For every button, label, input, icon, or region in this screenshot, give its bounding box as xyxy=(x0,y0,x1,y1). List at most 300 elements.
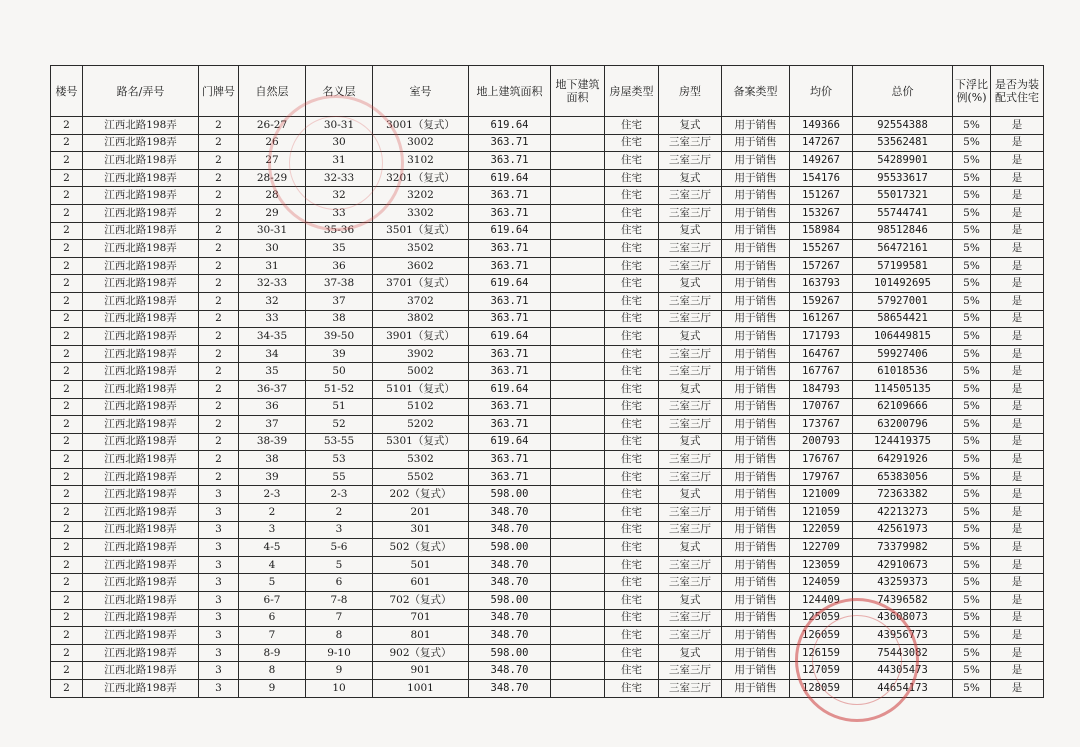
table-cell: 7 xyxy=(306,609,373,627)
table-cell: 171793 xyxy=(790,328,853,346)
table-cell: 三室三厅 xyxy=(659,398,722,416)
table-cell: 619.64 xyxy=(469,117,551,135)
table-cell: 江西北路198弄 xyxy=(83,521,199,539)
table-cell: 用于销售 xyxy=(722,292,790,310)
table-cell: 26 xyxy=(239,134,306,152)
table-cell: 住宅 xyxy=(605,380,659,398)
table-cell: 用于销售 xyxy=(722,521,790,539)
table-cell: 3902 xyxy=(373,345,469,363)
table-cell: 53-55 xyxy=(306,433,373,451)
table-cell: 2 xyxy=(51,275,83,293)
table-cell: 28-29 xyxy=(239,169,306,187)
table-cell: 55 xyxy=(306,468,373,486)
table-cell: 住宅 xyxy=(605,328,659,346)
table-cell: 是 xyxy=(991,275,1044,293)
table-cell: 5502 xyxy=(373,468,469,486)
table-cell: 三室三厅 xyxy=(659,609,722,627)
table-cell: 住宅 xyxy=(605,345,659,363)
table-cell: 151267 xyxy=(790,187,853,205)
table-row xyxy=(51,117,1044,135)
table-body xyxy=(51,117,1044,698)
table-cell: 32 xyxy=(239,292,306,310)
table-cell: 106449815 xyxy=(853,328,953,346)
table-cell: 5% xyxy=(953,152,991,170)
table-row xyxy=(51,134,1044,152)
table-cell: 5% xyxy=(953,257,991,275)
table-cell: 50 xyxy=(306,363,373,381)
table-cell: 61018536 xyxy=(853,363,953,381)
table-cell: 2 xyxy=(51,662,83,680)
table-cell: 158984 xyxy=(790,222,853,240)
table-cell: 598.00 xyxy=(469,486,551,504)
table-cell: 住宅 xyxy=(605,451,659,469)
table-cell xyxy=(551,117,605,135)
table-row xyxy=(51,222,1044,240)
table-cell xyxy=(551,275,605,293)
table-cell: 161267 xyxy=(790,310,853,328)
table-cell: 74396582 xyxy=(853,592,953,610)
table-row xyxy=(51,328,1044,346)
table-cell: 149267 xyxy=(790,152,853,170)
table-cell: 是 xyxy=(991,486,1044,504)
table-cell: 2 xyxy=(199,433,239,451)
table-cell: 55017321 xyxy=(853,187,953,205)
table-cell: 702（复式） xyxy=(373,592,469,610)
table-row xyxy=(51,556,1044,574)
table-cell: 121059 xyxy=(790,504,853,522)
table-row xyxy=(51,521,1044,539)
table-row xyxy=(51,468,1044,486)
table-cell: 30-31 xyxy=(239,222,306,240)
price-list-table xyxy=(50,65,1044,698)
table-cell: 2 xyxy=(51,240,83,258)
column-header: 楼号 xyxy=(51,66,83,117)
table-cell: 154176 xyxy=(790,169,853,187)
table-cell: 5% xyxy=(953,521,991,539)
table-cell: 147267 xyxy=(790,134,853,152)
table-cell: 3 xyxy=(199,556,239,574)
table-cell: 复式 xyxy=(659,275,722,293)
table-cell: 51 xyxy=(306,398,373,416)
table-cell: 53562481 xyxy=(853,134,953,152)
table-cell: 住宅 xyxy=(605,556,659,574)
table-cell: 57199581 xyxy=(853,257,953,275)
table-cell: 3 xyxy=(199,539,239,557)
table-cell: 用于销售 xyxy=(722,310,790,328)
table-cell: 住宅 xyxy=(605,592,659,610)
table-cell: 是 xyxy=(991,644,1044,662)
table-cell: 三室三厅 xyxy=(659,627,722,645)
table-cell: 用于销售 xyxy=(722,204,790,222)
table-cell: 住宅 xyxy=(605,310,659,328)
table-cell: 三室三厅 xyxy=(659,680,722,698)
table-cell: 5% xyxy=(953,680,991,698)
table-cell: 三室三厅 xyxy=(659,574,722,592)
table-cell: 31 xyxy=(306,152,373,170)
table-cell: 住宅 xyxy=(605,521,659,539)
table-cell: 复式 xyxy=(659,169,722,187)
table-cell: 502（复式） xyxy=(373,539,469,557)
table-cell: 是 xyxy=(991,609,1044,627)
table-cell xyxy=(551,539,605,557)
table-cell: 三室三厅 xyxy=(659,240,722,258)
table-cell: 363.71 xyxy=(469,363,551,381)
table-cell xyxy=(551,574,605,592)
column-header: 自然层 xyxy=(239,66,306,117)
table-cell: 3502 xyxy=(373,240,469,258)
table-cell: 复式 xyxy=(659,328,722,346)
table-cell: 128059 xyxy=(790,680,853,698)
table-cell: 江西北路198弄 xyxy=(83,169,199,187)
table-cell: 3302 xyxy=(373,204,469,222)
table-cell: 3 xyxy=(239,521,306,539)
table-cell: 36-37 xyxy=(239,380,306,398)
table-cell: 5% xyxy=(953,556,991,574)
table-cell: 是 xyxy=(991,416,1044,434)
table-cell: 3 xyxy=(199,592,239,610)
table-cell: 44654173 xyxy=(853,680,953,698)
table-cell: 住宅 xyxy=(605,275,659,293)
table-cell: 363.71 xyxy=(469,451,551,469)
table-cell: 3901（复式） xyxy=(373,328,469,346)
table-cell: 2 xyxy=(51,644,83,662)
table-cell: 江西北路198弄 xyxy=(83,468,199,486)
table-cell xyxy=(551,380,605,398)
table-cell: 201 xyxy=(373,504,469,522)
table-cell: 42213273 xyxy=(853,504,953,522)
table-row xyxy=(51,539,1044,557)
table-cell: 2 xyxy=(51,204,83,222)
table-cell: 住宅 xyxy=(605,416,659,434)
table-cell: 176767 xyxy=(790,451,853,469)
table-cell: 江西北路198弄 xyxy=(83,416,199,434)
table-cell: 2 xyxy=(199,363,239,381)
table-cell: 5101（复式） xyxy=(373,380,469,398)
table-cell: 江西北路198弄 xyxy=(83,257,199,275)
table-cell: 用于销售 xyxy=(722,504,790,522)
table-cell: 住宅 xyxy=(605,680,659,698)
column-header: 总价 xyxy=(853,66,953,117)
table-cell: 住宅 xyxy=(605,117,659,135)
table-cell: 三室三厅 xyxy=(659,292,722,310)
table-row xyxy=(51,380,1044,398)
table-cell: 3202 xyxy=(373,187,469,205)
table-cell: 30 xyxy=(239,240,306,258)
table-cell: 江西北路198弄 xyxy=(83,222,199,240)
table-header-row xyxy=(51,66,1044,117)
table-cell: 是 xyxy=(991,380,1044,398)
table-row xyxy=(51,433,1044,451)
column-header: 是否为装配式住宅 xyxy=(991,66,1044,117)
table-cell: 是 xyxy=(991,240,1044,258)
table-cell: 2 xyxy=(51,363,83,381)
table-cell: 3702 xyxy=(373,292,469,310)
table-cell: 55744741 xyxy=(853,204,953,222)
table-cell: 5% xyxy=(953,363,991,381)
table-cell: 4-5 xyxy=(239,539,306,557)
table-cell: 5% xyxy=(953,451,991,469)
table-cell: 348.70 xyxy=(469,521,551,539)
table-cell: 8 xyxy=(306,627,373,645)
table-cell: 是 xyxy=(991,574,1044,592)
table-cell: 三室三厅 xyxy=(659,152,722,170)
table-cell: 124409 xyxy=(790,592,853,610)
table-cell: 5% xyxy=(953,204,991,222)
table-cell: 5% xyxy=(953,416,991,434)
table-cell: 2 xyxy=(199,117,239,135)
table-cell: 9-10 xyxy=(306,644,373,662)
table-cell: 2-3 xyxy=(239,486,306,504)
table-cell xyxy=(551,328,605,346)
table-cell: 2 xyxy=(199,169,239,187)
table-cell: 5 xyxy=(306,556,373,574)
table-cell: 2 xyxy=(199,240,239,258)
table-cell: 住宅 xyxy=(605,204,659,222)
table-cell: 3701（复式） xyxy=(373,275,469,293)
table-cell: 2 xyxy=(51,468,83,486)
table-cell xyxy=(551,134,605,152)
table-cell: 是 xyxy=(991,117,1044,135)
table-cell: 3002 xyxy=(373,134,469,152)
table-cell: 住宅 xyxy=(605,574,659,592)
table-row xyxy=(51,662,1044,680)
table-cell: 3201（复式） xyxy=(373,169,469,187)
table-cell: 三室三厅 xyxy=(659,134,722,152)
table-cell: 159267 xyxy=(790,292,853,310)
table-cell: 9 xyxy=(239,680,306,698)
table-cell: 是 xyxy=(991,204,1044,222)
table-cell: 121009 xyxy=(790,486,853,504)
table-cell: 301 xyxy=(373,521,469,539)
table-cell: 202（复式） xyxy=(373,486,469,504)
table-cell: 住宅 xyxy=(605,662,659,680)
table-cell: 2 xyxy=(51,521,83,539)
table-cell: 江西北路198弄 xyxy=(83,363,199,381)
table-cell: 5% xyxy=(953,627,991,645)
table-cell: 是 xyxy=(991,169,1044,187)
table-cell: 35 xyxy=(239,363,306,381)
table-cell: 3 xyxy=(199,627,239,645)
table-row xyxy=(51,680,1044,698)
table-cell: 江西北路198弄 xyxy=(83,504,199,522)
table-cell: 用于销售 xyxy=(722,240,790,258)
table-cell xyxy=(551,486,605,504)
table-cell xyxy=(551,398,605,416)
table-cell: 126059 xyxy=(790,627,853,645)
table-cell: 是 xyxy=(991,187,1044,205)
table-cell: 江西北路198弄 xyxy=(83,187,199,205)
table-row xyxy=(51,363,1044,381)
table-cell: 住宅 xyxy=(605,468,659,486)
table-cell: 2 xyxy=(199,468,239,486)
table-cell: 363.71 xyxy=(469,134,551,152)
table-cell: 167767 xyxy=(790,363,853,381)
table-cell: 124419375 xyxy=(853,433,953,451)
table-cell: 江西北路198弄 xyxy=(83,433,199,451)
table-cell: 三室三厅 xyxy=(659,257,722,275)
table-cell: 住宅 xyxy=(605,627,659,645)
table-cell: 5% xyxy=(953,592,991,610)
table-cell: 173767 xyxy=(790,416,853,434)
table-cell: 江西北路198弄 xyxy=(83,310,199,328)
table-cell: 38 xyxy=(239,451,306,469)
table-cell: 4 xyxy=(239,556,306,574)
table-cell: 95533617 xyxy=(853,169,953,187)
table-cell: 2 xyxy=(199,152,239,170)
table-cell: 用于销售 xyxy=(722,380,790,398)
table-cell: 37 xyxy=(306,292,373,310)
table-cell: 5 xyxy=(239,574,306,592)
table-cell: 住宅 xyxy=(605,257,659,275)
column-header: 房型 xyxy=(659,66,722,117)
table-cell: 3 xyxy=(199,521,239,539)
table-cell: 363.71 xyxy=(469,398,551,416)
table-cell: 5% xyxy=(953,275,991,293)
table-row xyxy=(51,451,1044,469)
table-cell: 用于销售 xyxy=(722,275,790,293)
table-cell: 复式 xyxy=(659,117,722,135)
table-cell: 98512846 xyxy=(853,222,953,240)
table-cell: 江西北路198弄 xyxy=(83,680,199,698)
table-cell xyxy=(551,169,605,187)
table-cell: 2 xyxy=(51,187,83,205)
table-cell: 122059 xyxy=(790,521,853,539)
table-cell: 39 xyxy=(239,468,306,486)
column-header: 室号 xyxy=(373,66,469,117)
table-cell: 29 xyxy=(239,204,306,222)
table-cell: 5% xyxy=(953,468,991,486)
table-row xyxy=(51,416,1044,434)
column-header: 地下建筑面积 xyxy=(551,66,605,117)
table-cell: 6-7 xyxy=(239,592,306,610)
table-cell: 是 xyxy=(991,328,1044,346)
table-cell: 92554388 xyxy=(853,117,953,135)
table-cell: 2 xyxy=(51,556,83,574)
column-header: 房屋类型 xyxy=(605,66,659,117)
table-cell: 江西北路198弄 xyxy=(83,574,199,592)
table-cell: 58654421 xyxy=(853,310,953,328)
table-cell: 3 xyxy=(199,504,239,522)
table-cell: 三室三厅 xyxy=(659,204,722,222)
table-cell: 2 xyxy=(51,292,83,310)
table-cell: 2 xyxy=(51,627,83,645)
table-cell: 2 xyxy=(199,380,239,398)
table-cell: 三室三厅 xyxy=(659,345,722,363)
table-cell: 348.70 xyxy=(469,556,551,574)
table-cell: 用于销售 xyxy=(722,662,790,680)
table-cell: 52 xyxy=(306,416,373,434)
table-cell: 164767 xyxy=(790,345,853,363)
table-cell: 复式 xyxy=(659,486,722,504)
table-cell: 5% xyxy=(953,504,991,522)
table-cell: 57927001 xyxy=(853,292,953,310)
table-cell: 江西北路198弄 xyxy=(83,134,199,152)
table-cell: 江西北路198弄 xyxy=(83,275,199,293)
table-cell: 32-33 xyxy=(306,169,373,187)
table-cell: 31 xyxy=(239,257,306,275)
table-cell: 是 xyxy=(991,556,1044,574)
table-row xyxy=(51,609,1044,627)
table-cell: 住宅 xyxy=(605,169,659,187)
table-cell xyxy=(551,451,605,469)
table-cell: 住宅 xyxy=(605,187,659,205)
table-cell: 200793 xyxy=(790,433,853,451)
table-cell: 37 xyxy=(239,416,306,434)
table-cell: 住宅 xyxy=(605,504,659,522)
table-row xyxy=(51,486,1044,504)
table-cell: 8 xyxy=(239,662,306,680)
table-cell: 7-8 xyxy=(306,592,373,610)
table-cell: 598.00 xyxy=(469,539,551,557)
table-cell xyxy=(551,345,605,363)
table-cell: 598.00 xyxy=(469,644,551,662)
table-cell: 2 xyxy=(51,592,83,610)
table-cell: 住宅 xyxy=(605,644,659,662)
table-cell: 用于销售 xyxy=(722,257,790,275)
table-cell: 2 xyxy=(51,398,83,416)
column-header: 地上建筑面积 xyxy=(469,66,551,117)
table-cell: 是 xyxy=(991,345,1044,363)
table-cell: 是 xyxy=(991,504,1044,522)
table-cell: 3602 xyxy=(373,257,469,275)
table-cell: 用于销售 xyxy=(722,627,790,645)
column-header: 均价 xyxy=(790,66,853,117)
table-cell: 5202 xyxy=(373,416,469,434)
table-cell xyxy=(551,292,605,310)
table-row xyxy=(51,240,1044,258)
table-cell: 124059 xyxy=(790,574,853,592)
table-cell xyxy=(551,204,605,222)
table-cell: 51-52 xyxy=(306,380,373,398)
table-cell: 5% xyxy=(953,539,991,557)
table-cell: 10 xyxy=(306,680,373,698)
table-cell: 2 xyxy=(51,152,83,170)
table-cell: 江西北路198弄 xyxy=(83,627,199,645)
table-cell: 2 xyxy=(51,486,83,504)
table-cell: 619.64 xyxy=(469,275,551,293)
table-cell: 598.00 xyxy=(469,592,551,610)
table-cell: 5% xyxy=(953,609,991,627)
table-cell: 2-3 xyxy=(306,486,373,504)
table-cell: 住宅 xyxy=(605,222,659,240)
table-cell: 5% xyxy=(953,187,991,205)
table-cell: 2 xyxy=(199,328,239,346)
table-row xyxy=(51,275,1044,293)
table-cell: 江西北路198弄 xyxy=(83,204,199,222)
table-cell: 3001（复式） xyxy=(373,117,469,135)
table-cell: 54289901 xyxy=(853,152,953,170)
column-header: 备案类型 xyxy=(722,66,790,117)
table-cell: 33 xyxy=(239,310,306,328)
table-row xyxy=(51,644,1044,662)
table-cell: 江西北路198弄 xyxy=(83,662,199,680)
table-cell xyxy=(551,644,605,662)
table-cell: 是 xyxy=(991,398,1044,416)
table-cell: 用于销售 xyxy=(722,592,790,610)
table-cell: 是 xyxy=(991,134,1044,152)
table-cell: 36 xyxy=(306,257,373,275)
table-cell: 用于销售 xyxy=(722,222,790,240)
table-cell: 三室三厅 xyxy=(659,662,722,680)
table-cell: 43608073 xyxy=(853,609,953,627)
table-cell: 5% xyxy=(953,240,991,258)
table-cell: 江西北路198弄 xyxy=(83,486,199,504)
table-cell xyxy=(551,363,605,381)
table-cell: 2 xyxy=(51,609,83,627)
table-cell: 用于销售 xyxy=(722,609,790,627)
table-cell: 复式 xyxy=(659,644,722,662)
table-cell xyxy=(551,662,605,680)
